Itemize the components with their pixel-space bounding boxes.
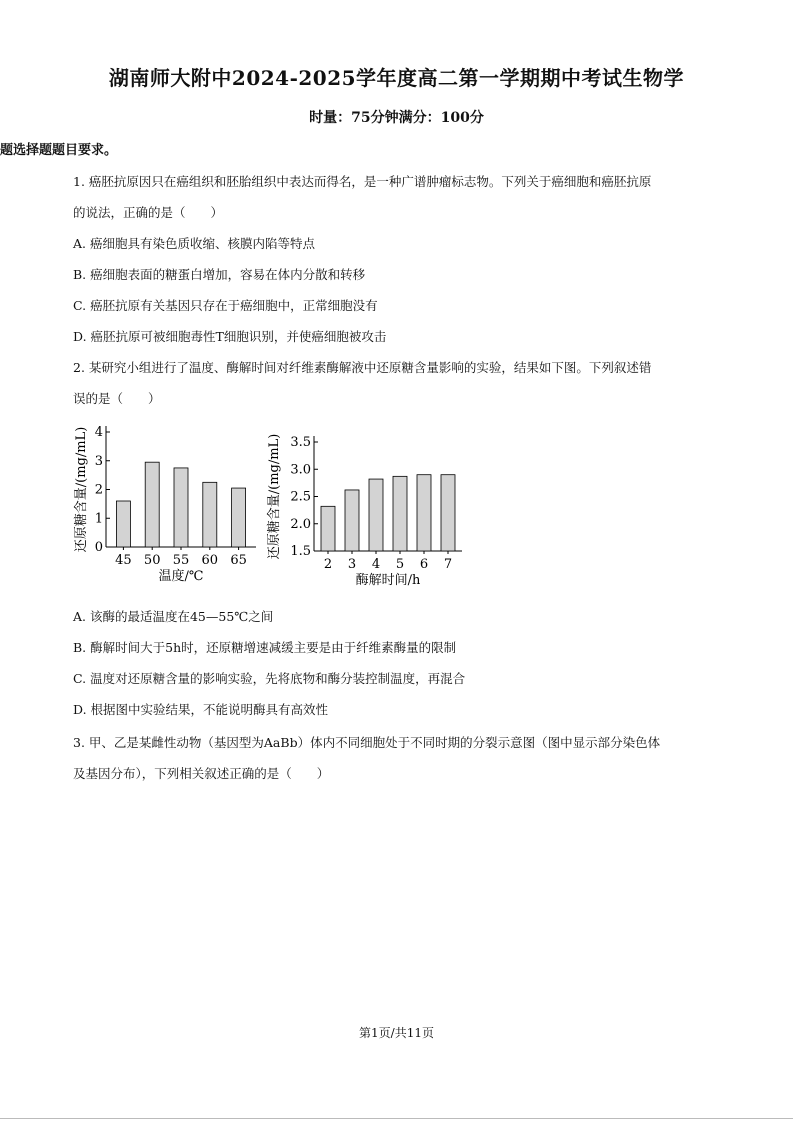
x-tick-label: 2 xyxy=(323,557,333,572)
bar xyxy=(441,475,455,551)
q1-option-c: C. 癌胚抗原有关基因只存在于癌细胞中，正常细胞没有 xyxy=(73,298,378,313)
x-tick-label: 4 xyxy=(371,557,381,572)
x-tick-label: 45 xyxy=(115,553,132,568)
y-tick-label: 2.5 xyxy=(290,489,311,505)
x-tick-label: 5 xyxy=(395,557,405,572)
q1-option-a: A. 癌细胞具有染色质收缩、核膜内陷等特点 xyxy=(73,236,315,251)
q1-option-d: D. 癌胚抗原可被细胞毒性T细胞识别，并使癌细胞被攻击 xyxy=(73,329,387,344)
exam-time-score: 时量：75分钟满分：100分 xyxy=(309,110,484,126)
section-instruction: 题选择题题目要求。 xyxy=(0,143,118,158)
bar xyxy=(393,476,407,551)
x-axis-label: 温度/℃ xyxy=(158,569,204,584)
bar xyxy=(417,475,431,551)
y-tick-label: 3.0 xyxy=(290,462,311,478)
q1-stem-line1: 1. 癌胚抗原因只在癌组织和胚胎组织中表达而得名，是一种广谱肿瘤标志物。下列关于癌细胞和癌胚抗原 xyxy=(73,174,652,189)
q1-option-b: B. 癌细胞表面的糖蛋白增加，容易在体内分散和转移 xyxy=(73,267,366,282)
q1-stem-line2: 的说法，正确的是（ ） xyxy=(73,205,224,220)
bar xyxy=(232,488,246,547)
y-tick-label: 2.0 xyxy=(290,516,311,532)
y-axis-label: 还原糖含量/(mg/mL) xyxy=(267,433,282,560)
x-tick-label: 7 xyxy=(443,557,453,572)
bottom-divider xyxy=(0,1118,793,1119)
q2-option-b: B. 酶解时间大于5h时，还原糖增速减缓主要是由于纤维素酶量的限制 xyxy=(73,640,457,655)
q2-option-c: C. 温度对还原糖含量的影响实验，先将底物和酶分装控制温度，再混合 xyxy=(73,671,466,686)
chart-hydrolysis-time xyxy=(262,420,472,586)
x-tick-label: 60 xyxy=(201,553,219,568)
q3-stem-line2: 及基因分布），下列相关叙述正确的是（ ） xyxy=(73,766,330,781)
q3-stem-line1: 3. 甲、乙是某雌性动物（基因型为AaBb）体内不同细胞处于不同时期的分裂示意图（图中显示部分染色体 xyxy=(73,735,661,750)
page-number: 第1页/共11页 xyxy=(359,1026,434,1040)
bar xyxy=(116,501,130,547)
x-tick-label: 6 xyxy=(419,557,429,572)
bar xyxy=(369,479,383,551)
x-tick-label: 3 xyxy=(347,557,357,572)
y-tick-label: 0 xyxy=(94,540,103,555)
bar xyxy=(174,468,188,547)
q2-option-d: D. 根据图中实验结果，不能说明酶具有高效性 xyxy=(73,702,329,717)
y-axis-label: 还原糖含量/(mg/mL) xyxy=(74,426,89,553)
x-tick-label: 55 xyxy=(172,553,190,568)
x-axis-label: 酶解时间/h xyxy=(355,573,421,586)
y-tick-label: 1 xyxy=(94,511,103,527)
bar xyxy=(345,490,359,551)
chart-temperature xyxy=(70,420,270,586)
y-tick-label: 3 xyxy=(94,453,103,469)
bar xyxy=(203,482,217,547)
y-tick-label: 4 xyxy=(94,425,103,440)
q2-option-a: A. 该酶的最适温度在45—55℃之间 xyxy=(73,609,274,624)
page-title: 湖南师大附中2024-2025学年度高二第一学期期中考试生物学 xyxy=(108,66,685,90)
x-tick-label: 65 xyxy=(230,553,247,568)
bar xyxy=(321,506,335,551)
y-tick-label: 1.5 xyxy=(290,544,311,559)
q2-stem-line1: 2. 某研究小组进行了温度、酶解时间对纤维素酶解液中还原糖含量影响的实验，结果如下图。下列叙述错 xyxy=(73,360,652,375)
y-tick-label: 3.5 xyxy=(290,435,311,450)
x-tick-label: 50 xyxy=(143,553,161,568)
q2-stem-line2: 误的是（ ） xyxy=(73,391,161,406)
y-tick-label: 2 xyxy=(94,482,103,498)
bar xyxy=(145,462,159,547)
